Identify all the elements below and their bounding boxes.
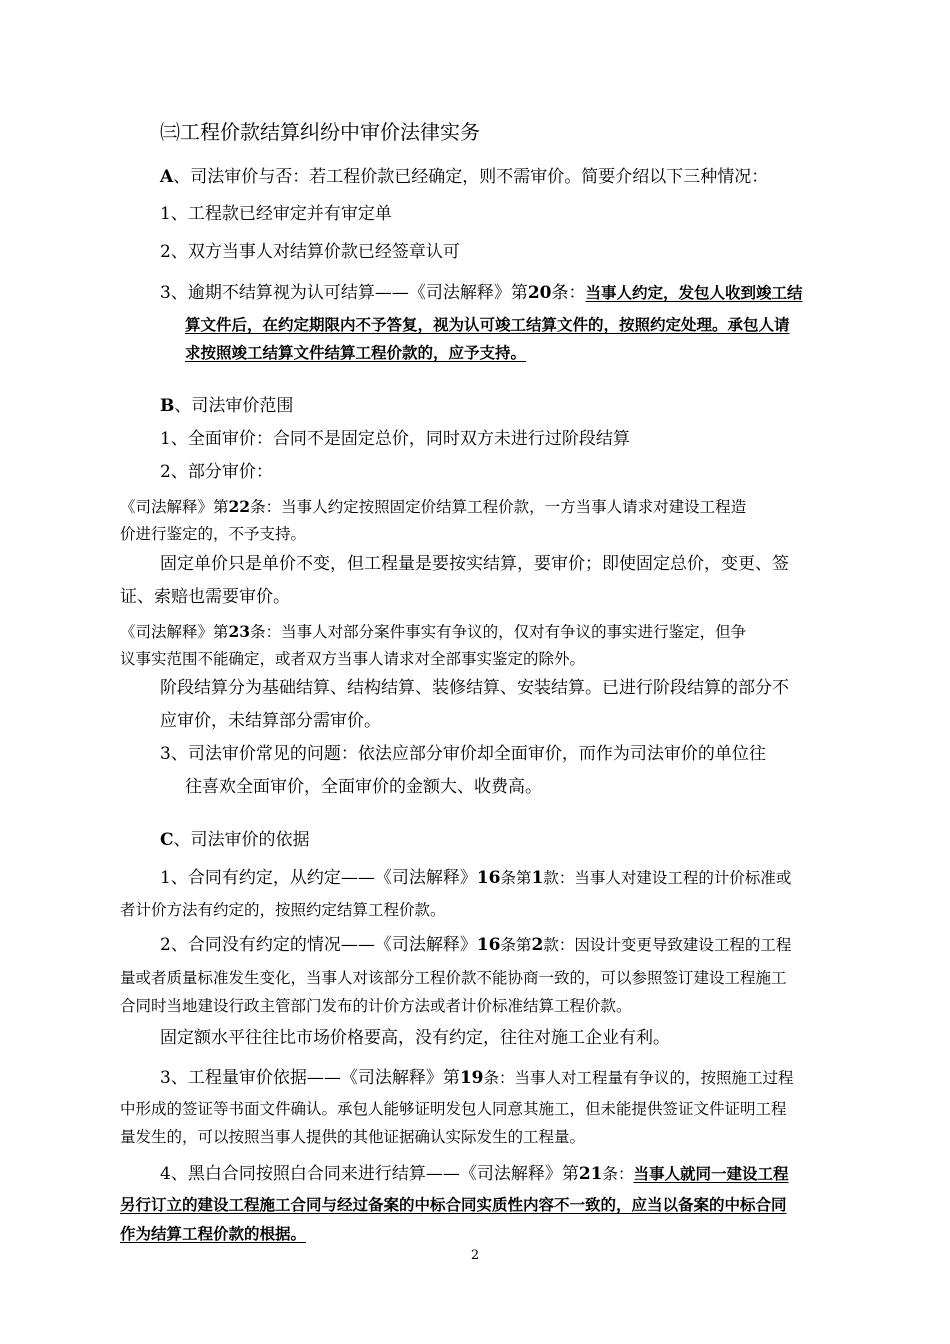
c-item-1-line-1 [160,866,791,890]
a-item-1: 1、工程款已经审定并有审定单 [160,204,392,224]
c-item-4-line-3: 作为结算工程价款的根据。 [120,1224,307,1243]
b-article-22-line-1 [120,495,746,519]
page-number: 2 [470,1248,480,1263]
c-item-2-line-2: 量或者质量标准发生变化，当事人对该部分工程价款不能协商一致的，可以参照签订建设工程施工 [120,969,787,987]
c-item-2-article-number: 16 [476,935,501,955]
a-item-3-line-1 [160,281,803,305]
section-b-label: B [160,396,175,416]
c-item-1-prefix: 1、合同有约定，从约定——《司法解释》 [160,868,477,888]
section-b-heading-text: 、司法审价范围 [174,396,294,416]
c-item-2-text: 款：因设计变更导致建设工程的工程 [543,936,792,954]
c-item-3-line-2: 中形成的签证等书面文件确认。承包人能够证明发包人同意其施工，但未能提供签证文件证明工程 [120,1100,787,1118]
b-item-1: 1、全面审价：合同不是固定总价，同时双方未进行过阶段结算 [160,429,630,449]
c-item-3-prefix: 3、工程量审价依据——《司法解释》第 [160,1068,460,1088]
b-article-23-line-1 [120,620,746,644]
a-item-3-line-2: 算文件后，在约定期限内不予答复，视为认可竣工结算文件的，按照约定处理。承包人请 [185,315,790,334]
section-b-heading [160,394,293,418]
b-article-22-text: 条：当事人约定按照固定价结算工程价款，一方当事人请求对建设工程造 [250,498,747,516]
a-item-2: 2、双方当事人对结算价款已经签章认可 [160,242,460,262]
c-item-2-line-3: 合同时当地建设行政主管部门发布的计价方法或者计价标准结算工程价款。 [120,997,632,1015]
section-c-heading-text: 、司法审价的依据 [173,830,310,850]
c-item-2-line-1 [160,933,791,957]
section-title: ㈢工程价款结算纠纷中审价法律实务 [160,120,480,144]
b-article-22-prefix: 《司法解释》第 [120,498,229,516]
a-item-3-mid: 条： [551,283,586,303]
b-note-1-line-2: 证、索赔也需要审价。 [120,587,290,607]
c-item-4-mid: 条： [602,1165,634,1183]
c-item-1-mid: 条第 [500,869,532,887]
section-a-heading [160,165,768,189]
c-item-4-line-2: 另行订立的建设工程施工合同与经过备案的中标合同实质性内容不一致的，应当以备案的中标合同 [120,1195,787,1214]
c-item-4-prefix: 4、黑白合同按照白合同来进行结算——《司法解释》第 [160,1164,579,1184]
b-article-23-number: 23 [228,622,251,641]
c-item-2-clause-number: 2 [531,935,544,955]
b-item-3-line-2: 往喜欢全面审价，全面审价的金额大、收费高。 [185,777,542,797]
c-item-1-article-number: 16 [476,868,501,888]
c-item-3-line-1 [160,1066,794,1090]
b-item-2: 2、部分审价： [160,462,273,482]
c-item-3-article-number: 19 [459,1068,484,1088]
section-c-heading [160,828,310,852]
c-item-3-text: 条：当事人对工程量有争议的，按照施工过程 [483,1069,794,1087]
b-note-2-line-1: 阶段结算分为基础结算、结构结算、装修结算、安装结算。已进行阶段结算的部分不 [160,678,789,698]
c-item-2-prefix: 2、合同没有约定的情况——《司法解释》 [160,935,477,955]
b-article-23-text: 条：当事人对部分案件事实有争议的，仅对有争议的事实进行鉴定，但争 [250,623,747,641]
c-item-4-quote-1: 当事人就同一建设工程 [633,1164,789,1183]
a-item-3-line-3: 求按照竣工结算文件结算工程价款的，应予支持。 [185,343,527,362]
b-article-22-line-2: 价进行鉴定的，不予支持。 [120,525,307,543]
c-item-4-line-1 [160,1162,789,1186]
c-item-1-text: 款：当事人对建设工程的计价标准或 [543,869,792,887]
c-item-3-line-3: 量发生的，可以按照当事人提供的其他证据确认实际发生的工程量。 [120,1128,586,1146]
a-item-3-article-number: 20 [527,283,552,303]
a-item-3-quote-1: 当事人约定，发包人收到竣工结 [585,283,803,302]
c-item-2-mid: 条第 [500,936,532,954]
b-note-1-line-1: 固定单价只是单价不变，但工程量是要按实结算，要审价；即使固定总价，变更、签 [160,554,789,574]
b-article-22-number: 22 [228,497,251,516]
a-item-3-prefix: 3、逾期不结算视为认可结算——《司法解释》第 [160,283,528,303]
c-item-4-article-number: 21 [578,1164,603,1184]
c-item-1-clause-number: 1 [531,868,544,888]
b-item-3-line-1: 3、司法审价常见的问题：依法应部分审价却全面审价，而作为司法审价的单位往 [160,744,766,764]
section-a-label: A [160,167,174,187]
b-note-2-line-2: 应审价，未结算部分需审价。 [160,711,381,731]
b-article-23-prefix: 《司法解释》第 [120,623,229,641]
c-note: 固定额水平往往比市场价格要高，没有约定，往往对施工企业有利。 [160,1028,670,1048]
section-c-label: C [160,830,174,850]
b-article-23-line-2: 议事实范围不能确定，或者双方当事人请求对全部事实鉴定的除外。 [120,650,586,668]
section-a-heading-text: 、司法审价与否：若工程价款已经确定，则不需审价。简要介绍以下三种情况： [173,167,769,187]
c-item-1-line-2: 者计价方法有约定的，按照约定结算工程价款。 [120,901,446,919]
